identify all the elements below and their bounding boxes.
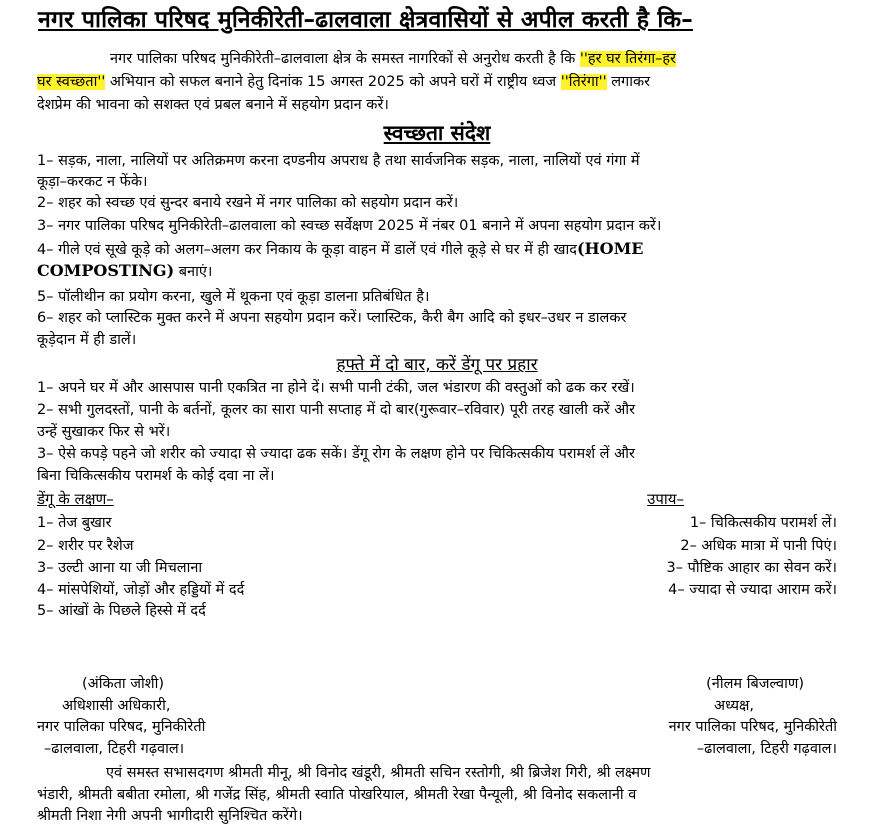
- intro-text: लगाकर: [606, 74, 651, 90]
- swachhta-line: 5– पॉलीथीन का प्रयोग करना, खुले में थूकना एवं कूड़ा डालना प्रतिबंधित है।: [37, 289, 430, 305]
- symptoms-heading: डेंगू के लक्षण–: [37, 490, 114, 508]
- intro-line-3: देशप्रेम की भावना को सशक्त एवं प्रबल बनाने में सहयोग प्रदान करें।: [37, 97, 389, 113]
- highlight-tiranga: ''तिरंगा'': [560, 74, 607, 90]
- symptom-item: 1– तेज बुखार: [37, 515, 112, 531]
- swachhta-text: 4– गीले एवं सूखे कूड़े को अलग–अलग कर निकाय के कूड़ा वाहन में डालें एवं गीले कूड़े से घर में ही खाद: [37, 242, 577, 258]
- left-signatory-place: –ढालवाला, टिहरी गढ़वाल।: [44, 741, 185, 757]
- intro-line-2: [37, 71, 837, 91]
- swachhta-line: 3– नगर पालिका परिषद मुनिकीरेती–ढालवाला को स्वच्छ सर्वेक्षण 2025 में नंबर 01 बनाने में अपना सहयोग प्रदान करें।: [37, 218, 662, 234]
- left-signatory-name: (अंकिता जोशी): [82, 676, 165, 692]
- swachhta-line-4: [37, 239, 837, 259]
- dengue-line: 3– ऐसे कपड़े पहने जो शरीर को ज्यादा से ज्यादा ढक सकें। डेंगू रोग के लक्षण होने पर चिकित्सकीय परामर्श लें और: [37, 446, 635, 462]
- swachhta-heading: स्वच्छता संदेश: [383, 121, 491, 145]
- dengue-line: 1– अपने घर में और आसपास पानी एकत्रित ना होने दें। सभी पानी टंकी, जल भंडारण की वस्तुओं को ढक कर रखें।: [37, 380, 635, 396]
- swachhta-line: 2– शहर को स्वच्छ एवं सुन्दर बनाये रखने में नगर पालिका को सहयोग प्रदान करें।: [37, 195, 459, 211]
- swachhta-line: 1– सड़क, नाला, नालियों पर अतिक्रमण करना दण्डनीय अपराध है तथा सार्वजनिक सड़क, नाला, नालियों एवं गंगा में: [37, 153, 640, 169]
- symptom-item: 3– उल्टी आना या जी मिचलाना: [37, 560, 203, 576]
- remedies-heading: उपाय–: [647, 490, 684, 508]
- dengue-line: बिना चिकित्सकीय परामर्श के कोई दवा ना लें।: [37, 468, 275, 484]
- home-composting-label: COMPOSTING): [37, 261, 175, 280]
- swachhta-line-4b: [37, 261, 837, 281]
- symptom-item: 4– मांसपेशियों, जोड़ों और हड्डियों में दर्द: [37, 582, 245, 598]
- swachhta-line: कूड़ेदान में ही डालें।: [37, 332, 137, 348]
- dengue-heading: हफ्ते में दो बार, करें डेंगू पर प्रहार: [336, 355, 538, 375]
- home-composting-label: (HOME: [576, 239, 644, 258]
- remedy-item: 1– चिकित्सकीय परामर्श लें।: [689, 515, 837, 531]
- left-signatory-designation: अधिशासी अधिकारी,: [62, 698, 171, 714]
- highlight-campaign-part2: घर स्वच्छता'': [37, 74, 106, 90]
- right-signatory-place: –ढालवाला, टिहरी गढ़वाल।: [696, 741, 837, 757]
- intro-text: नगर पालिका परिषद मुनिकीरेती–ढालवाला क्षेत्र के समस्त नागरिकों से अनुरोध करती है कि: [110, 51, 576, 67]
- footer-line: श्रीमती निशा नेगी अपनी भागीदारी सुनिश्चित करेंगे।: [37, 808, 303, 824]
- swachhta-text: बनाएं।: [174, 264, 213, 280]
- dengue-line: 2– सभी गुलदस्तों, पानी के बर्तनों, कूलर का सारा पानी सप्ताह में दो बार(गुरूवार–रविवार) पूरी तरह खाली करें और: [37, 402, 636, 418]
- right-signatory-name: (नीलम बिजल्वाण): [706, 676, 804, 692]
- highlight-campaign-part1: ''हर घर तिरंगा–हर: [579, 51, 676, 67]
- right-signatory-designation: अध्यक्ष,: [714, 698, 754, 714]
- page-title: नगर पालिका परिषद मुनिकीरेती–ढालवाला क्षेत्रवासियों से अपील करती है कि–: [38, 7, 693, 33]
- intro-line-1: [110, 48, 837, 68]
- remedy-item: 2– अधिक मात्रा में पानी पिएं।: [680, 538, 837, 554]
- symptom-item: 5– आंखों के पिछले हिस्से में दर्द: [37, 603, 206, 619]
- symptom-item: 2– शरीर पर रैशेज: [37, 538, 134, 554]
- left-signatory-org: नगर पालिका परिषद, मुनिकीरेती: [37, 719, 206, 735]
- remedy-item: 3– पौष्टिक आहार का सेवन करें।: [666, 560, 837, 576]
- footer-line: एवं समस्त सभासदगण श्रीमती मीनू, श्री विनोद खंडूरी, श्रीमती सचिन रस्तोगी, श्री ब्रिजेश गिरी, श्री लक्ष्मण: [106, 765, 651, 781]
- right-signatory-org: नगर पालिका परिषद, मुनिकीरेती: [668, 719, 837, 735]
- swachhta-line: 6– शहर को प्लास्टिक मुक्त करने में अपना सहयोग प्रदान करें। प्लास्टिक, कैरी बैग आदि को इधर–उधर न डालकर: [37, 310, 627, 326]
- dengue-line: उन्हें सुखाकर फिर से भरें।: [37, 424, 171, 440]
- swachhta-line: कूड़ा–करकट न फेंके।: [37, 174, 148, 190]
- intro-text: अभियान को सफल बनाने हेतु दिनांक 15 अगस्त 2025 को अपने घरों में राष्ट्रीय ध्वज: [105, 74, 561, 90]
- footer-line: भंडारी, श्रीमती बबीता रमोला, श्री गजेंद्र सिंह, श्रीमती स्वाति पोखरियाल, श्रीमती रेखा पैन्यूली, श्री विनोद सकलानी व: [37, 787, 637, 803]
- remedy-item: 4– ज्यादा से ज्यादा आराम करें।: [668, 582, 837, 598]
